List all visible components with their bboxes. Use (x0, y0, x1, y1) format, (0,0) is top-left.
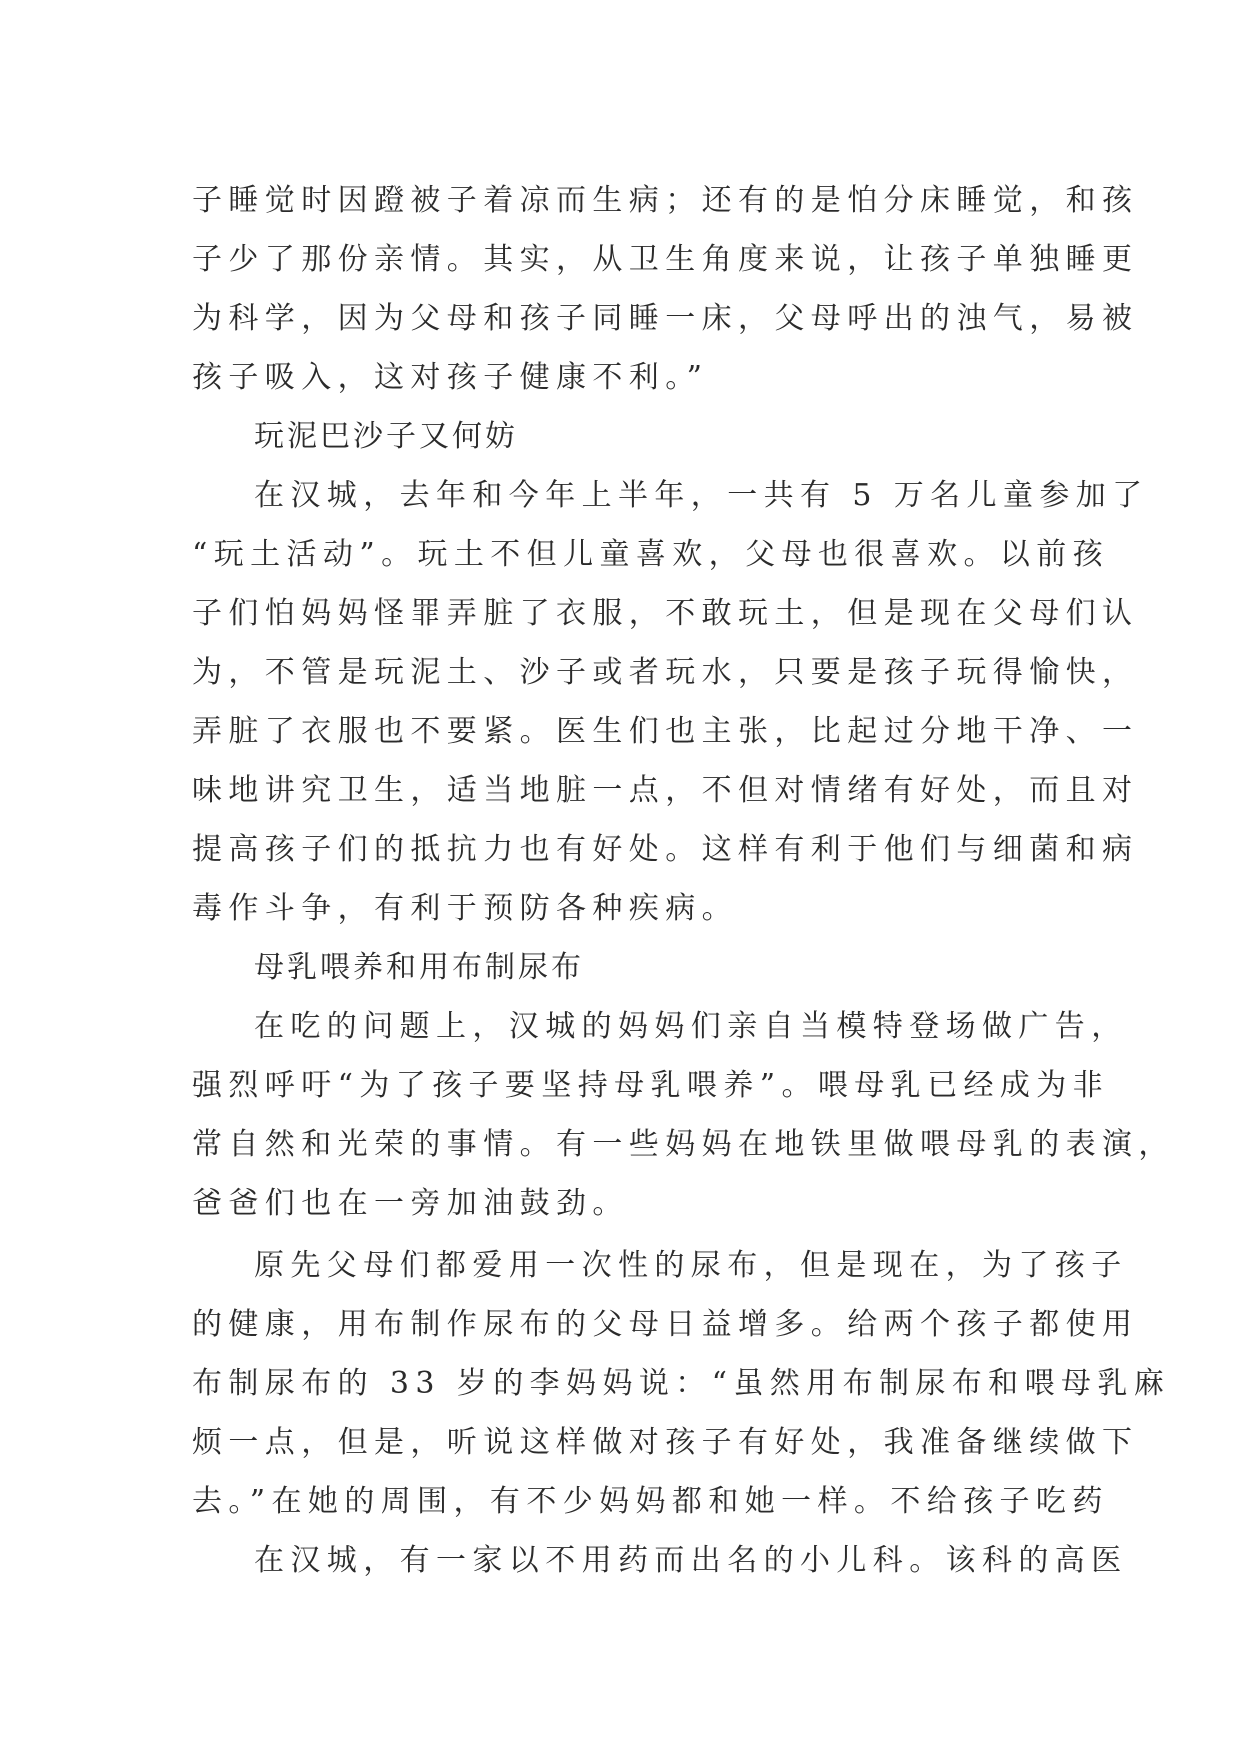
text-line: 毒作斗争，有利于预防各种疾病。 (192, 891, 738, 926)
text-line: 常自然和光荣的事情。有一些妈妈在地铁里做喂母乳的表演， (192, 1127, 1175, 1162)
text-line: “玩土活动”。玩土不但儿童喜欢，父母也很喜欢。以前孩 (192, 537, 1110, 572)
text-line: 布制尿布的 33 岁的李妈妈说：“虽然用布制尿布和喂母乳麻 (192, 1366, 1171, 1401)
text-line: 的健康，用布制作尿布的父母日益增多。给两个孩子都使用 (192, 1307, 1139, 1342)
text-line: 孩子吸入，这对孩子健康不利。” (192, 360, 709, 395)
text-line: 在汉城，去年和今年上半年，一共有 5 万名儿童参加了 (254, 478, 1149, 513)
text-line: 原先父母们都爱用一次性的尿布，但是现在，为了孩子 (254, 1248, 1128, 1283)
text-line: 强烈呼吁“为了孩子要坚持母乳喂养”。喂母乳已经成为非 (192, 1068, 1110, 1103)
text-line: 烦一点，但是，听说这样做对孩子有好处，我准备继续做下 (192, 1425, 1139, 1460)
text-line: 子睡觉时因蹬被子着凉而生病；还有的是怕分床睡觉，和孩 (192, 183, 1139, 218)
text-line: 弄脏了衣服也不要紧。医生们也主张，比起过分地干净、一 (192, 714, 1139, 749)
section-heading-mud-sand: 玩泥巴沙子又何妨 (254, 419, 518, 454)
text-line: 在汉城，有一家以不用药而出名的小儿科。该科的高医 (254, 1543, 1128, 1578)
text-line: 去。”在她的周围，有不少妈妈都和她一样。不给孩子吃药 (192, 1484, 1109, 1519)
text-line: 子们怕妈妈怪罪弄脏了衣服，不敢玩土，但是现在父母们认 (192, 596, 1139, 631)
text-line: 子少了那份亲情。其实，从卫生角度来说，让孩子单独睡更 (192, 242, 1139, 277)
text-line: 为科学，因为父母和孩子同睡一床，父母呼出的浊气，易被 (192, 301, 1139, 336)
text-line: 爸爸们也在一旁加油鼓劲。 (192, 1186, 629, 1221)
text-line: 在吃的问题上，汉城的妈妈们亲自当模特登场做广告， (254, 1009, 1128, 1044)
text-line: 为，不管是玩泥土、沙子或者玩水，只要是孩子玩得愉快， (192, 655, 1139, 690)
text-line: 味地讲究卫生，适当地脏一点，不但对情绪有好处，而且对 (192, 773, 1139, 808)
text-line: 提高孩子们的抵抗力也有好处。这样有利于他们与细菌和病 (192, 832, 1139, 867)
section-heading-breastfeeding: 母乳喂养和用布制尿布 (254, 950, 584, 985)
